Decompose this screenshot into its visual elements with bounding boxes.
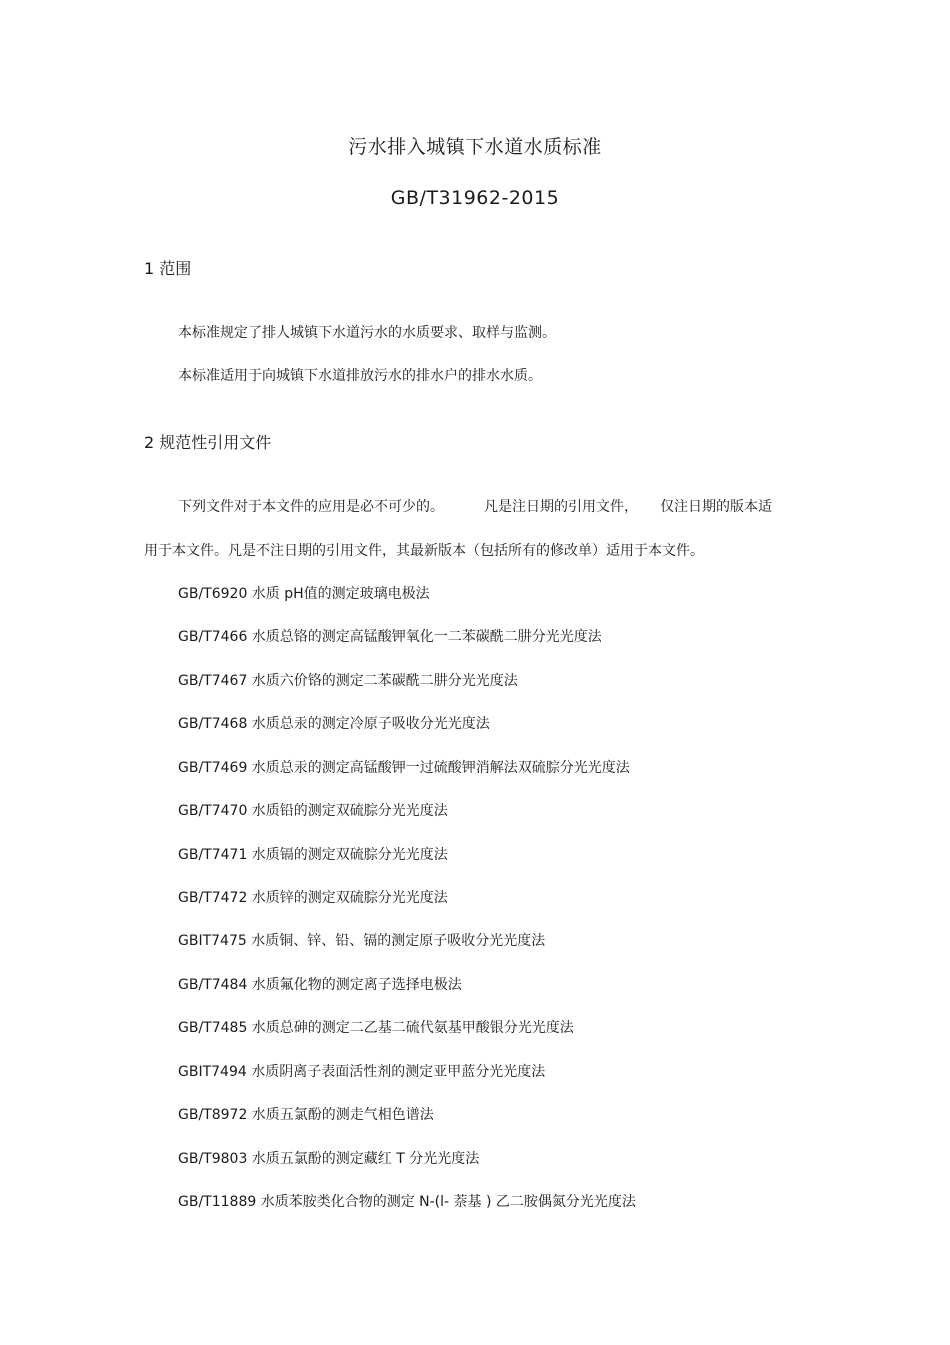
section-2-heading: 2 规范性引用文件 [144,433,272,452]
reference-item: GB/T7469 水质总汞的测定高锰酸钾一过硫酸钾消解法双硫腙分光光度法 [178,760,630,776]
reference-item: GB/T9803 水质五氯酚的测定藏红 T 分光光度法 [178,1151,480,1167]
section-2-intro-line2: 用于本文件。凡是不注日期的引用文件，其最新版本（包括所有的修改单）适用于本文件。 [144,543,704,559]
reference-item: GBIT7494 水质阴离子表面活性剂的测定亚甲蓝分光光度法 [178,1064,546,1080]
reference-item: GB/T7470 水质铅的测定双硫腙分光光度法 [178,803,448,819]
reference-item: GB/T6920 水质 pH值的测定玻璃电极法 [178,586,430,602]
reference-item: GB/T7467 水质六价铬的测定二苯碳酰二肼分光光度法 [178,673,518,689]
intro-part2: 凡是注日期的引用文件， [484,499,638,515]
intro-part3: 仅注日期的版本适 [660,499,772,515]
document-title: 污水排入城镇下水道水质标准 [348,136,602,158]
reference-item: GB/T7471 水质镉的测定双硫腙分光光度法 [178,847,448,863]
reference-item: GB/T7484 水质氟化物的测定离子选择电极法 [178,977,462,993]
reference-item: GBIT7475 水质铜、锌、铅、镉的测定原子吸收分光光度法 [178,933,546,949]
reference-item: GB/T7472 水质锌的测定双硫腙分光光度法 [178,890,448,906]
reference-item: GB/T7468 水质总汞的测定冷原子吸收分光光度法 [178,716,490,732]
section-1-heading: 1 范围 [144,259,192,278]
reference-item: GB/T11889 水质苯胺类化合物的测定 N-(l- 萘基 ) 乙二胺偶氮分光光度法 [178,1194,636,1210]
section-1-paragraph: 本标准规定了排人城镇下水道污水的水质要求、取样与监测。 [178,325,556,341]
intro-part1: 下列文件对于本文件的应用是必不可少的。 [178,499,444,515]
reference-item: GB/T7485 水质总砷的测定二乙基二硫代氨基甲酸银分光光度法 [178,1020,574,1036]
section-2-intro-line1 [178,496,772,516]
reference-item: GB/T8972 水质五氯酚的测走气相色谱法 [178,1107,434,1123]
standard-code: GB/T31962-2015 [390,187,560,209]
reference-item: GB/T7466 水质总铬的测定高锰酸钾氧化一二苯碳酰二肼分光光度法 [178,629,602,645]
section-1-paragraph: 本标准适用于向城镇下水道排放污水的排水户的排水水质。 [178,368,542,384]
